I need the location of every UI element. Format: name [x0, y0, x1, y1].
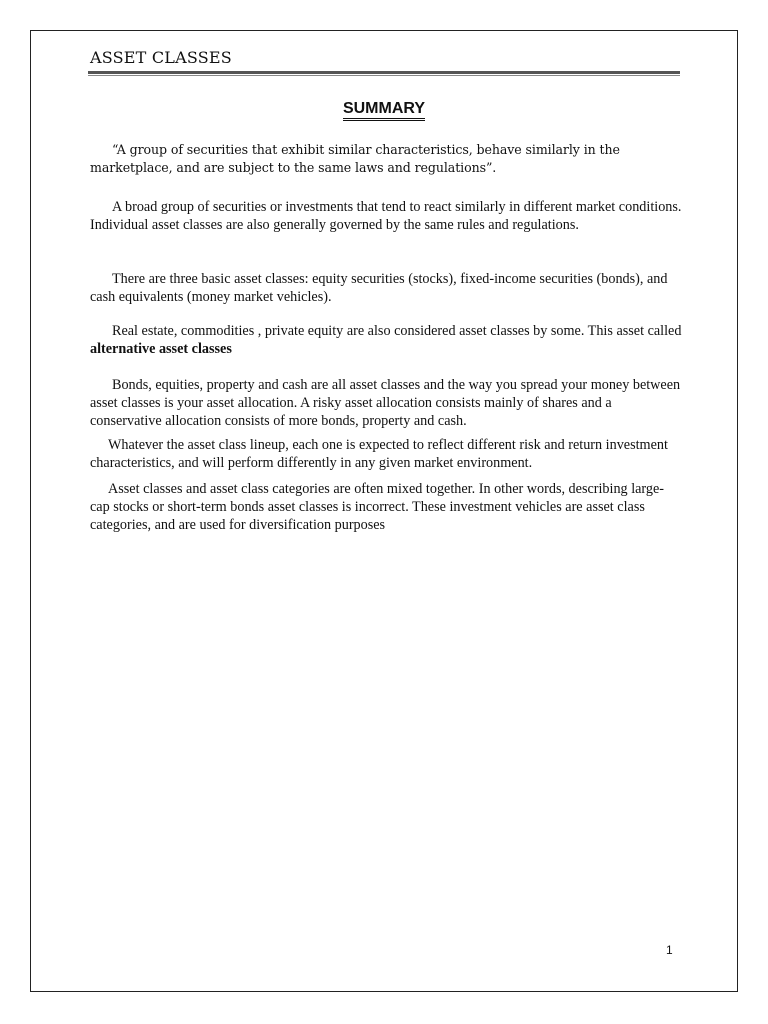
header-rule-thin — [88, 75, 680, 76]
alternative-classes-text: Real estate, commodities , private equity are also considered asset classes by some. This asset called — [112, 323, 682, 339]
alternative-classes-bold: alternative asset classes — [90, 341, 232, 357]
header-title: ASSET CLASSES — [90, 48, 232, 67]
paragraph-asset-allocation: Bonds, equities, property and cash are all asset classes and the way you spread your money between asset classes is your asset allocation. A risky asset allocation consists mainly of shares and a conservative allocation consists of more bonds, property and cash. — [90, 377, 681, 429]
paragraph-asset-class-categories: Asset classes and asset class categories are often mixed together. In other words, describing large-cap stocks or short-term bonds asset classes is incorrect. These investment vehicles are asset class categories, and are used for diversification purposes — [90, 481, 665, 533]
paragraph-alternative-classes — [90, 322, 682, 358]
header-rule-thick — [88, 71, 680, 74]
page-number: 1 — [666, 943, 673, 957]
summary-heading — [0, 100, 768, 121]
paragraph-broad-group: A broad group of securities or investments that tend to react similarly in different market conditions. Individual asset classes are also generally governed by the same rules and regulations. — [90, 199, 682, 233]
paragraph-three-basic-classes: There are three basic asset classes: equity securities (stocks), fixed-income securities (bonds), and cash equivalents (money market vehicles). — [90, 271, 668, 305]
paragraph-quote-definition: “A group of securities that exhibit similar characteristics, behave similarly in the marketplace, and are subject to the same laws and regulations”. — [90, 142, 620, 175]
paragraph-whatever-lineup: Whatever the asset class lineup, each one is expected to reflect different risk and return investment characteristics, and will perform differently in any given market environment. — [90, 437, 668, 471]
header-rule — [88, 71, 680, 77]
summary-heading-text: SUMMARY — [343, 100, 425, 121]
